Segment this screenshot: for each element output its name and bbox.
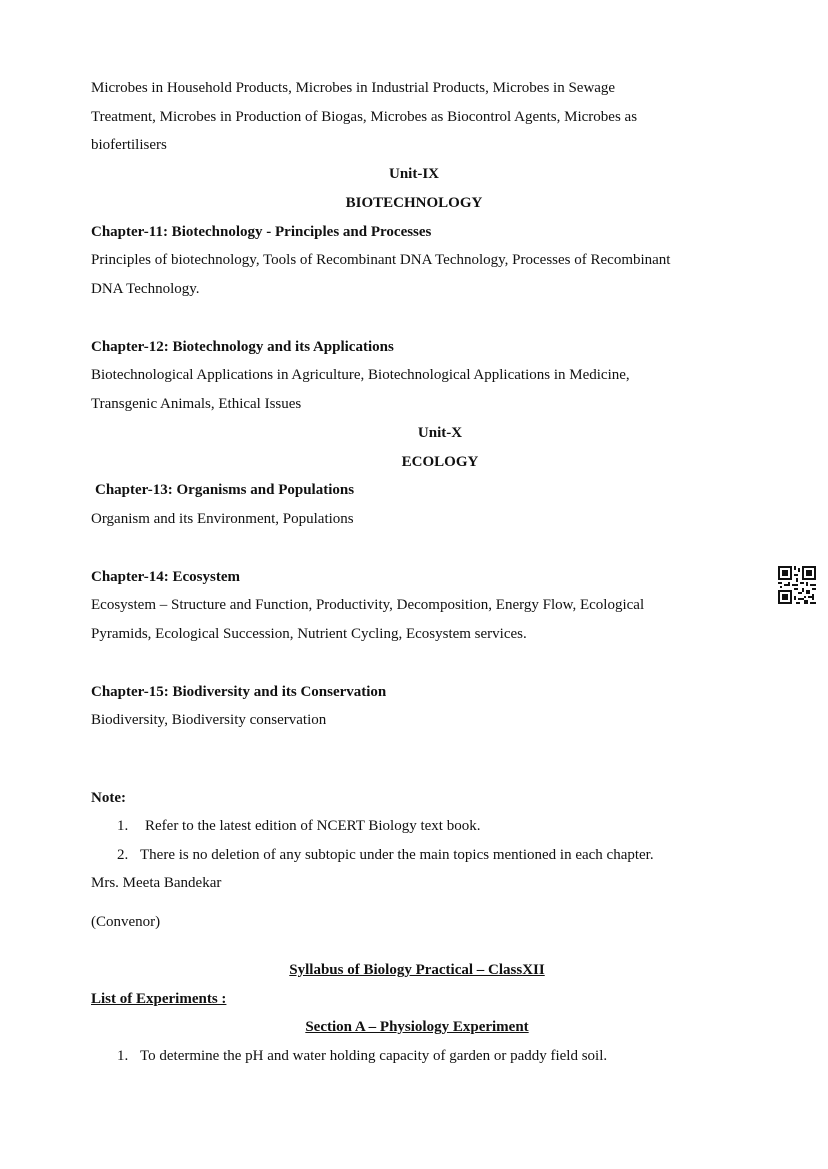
section-a-heading: Section A – Physiology Experiment: [305, 1019, 529, 1035]
experiment-item-number: 1.: [117, 1048, 129, 1064]
chapter-13-line-1: Organism and its Environment, Populations: [91, 511, 354, 527]
intro-line-3: biofertilisers: [91, 137, 167, 153]
chapter-14-line-2: Pyramids, Ecological Succession, Nutrient Cycling, Ecosystem services.: [91, 626, 527, 642]
chapter-15-line-1: Biodiversity, Biodiversity conservation: [91, 712, 327, 728]
practical-title: Syllabus of Biology Practical – ClassXII: [289, 962, 545, 978]
unit-10-label: Unit-X: [417, 425, 463, 441]
chapter-12-line-1: Biotechnological Applications in Agriculture, Biotechnological Applications in Medicine,: [91, 367, 630, 383]
note-item-text: There is no deletion of any subtopic under the main topics mentioned in each chapter.: [140, 847, 654, 863]
convenor-name: Mrs. Meeta Bandekar: [91, 875, 222, 891]
chapter-14-line-1: Ecosystem – Structure and Function, Productivity, Decomposition, Energy Flow, Ecological: [91, 597, 645, 613]
chapter-12-heading: Chapter-12: Biotechnology and its Applications: [91, 339, 394, 355]
chapter-11-line-1: Principles of biotechnology, Tools of Recombinant DNA Technology, Processes of Recombinant: [91, 252, 671, 268]
unit-9-label: Unit-IX: [388, 166, 439, 182]
convenor-role: (Convenor): [91, 914, 161, 930]
chapter-15-heading: Chapter-15: Biodiversity and its Conservation: [91, 684, 387, 700]
experiment-item-text: To determine the pH and water holding capacity of garden or paddy field soil.: [140, 1048, 608, 1064]
chapter-14-heading: Chapter-14: Ecosystem: [91, 569, 240, 585]
intro-line-2: Treatment, Microbes in Production of Biogas, Microbes as Biocontrol Agents, Microbes as: [91, 109, 638, 125]
unit-9-title: BIOTECHNOLOGY: [345, 195, 483, 211]
unit-10-title: ECOLOGY: [401, 454, 479, 470]
chapter-11-heading: Chapter-11: Biotechnology - Principles and Processes: [91, 224, 432, 240]
intro-line-1: Microbes in Household Products, Microbes in Industrial Products, Microbes in Sewage: [91, 80, 616, 96]
qr-code-icon: [778, 566, 816, 604]
note-item-number: 1.: [117, 818, 129, 834]
chapter-12-line-2: Transgenic Animals, Ethical Issues: [91, 396, 302, 412]
note-heading: Note:: [91, 790, 126, 806]
note-item-text: Refer to the latest edition of NCERT Biology text book.: [145, 818, 481, 834]
experiments-list-heading: List of Experiments :: [91, 991, 227, 1007]
chapter-13-heading: Chapter-13: Organisms and Populations: [95, 482, 355, 498]
chapter-11-line-2: DNA Technology.: [91, 281, 200, 297]
note-item-number: 2.: [117, 847, 129, 863]
